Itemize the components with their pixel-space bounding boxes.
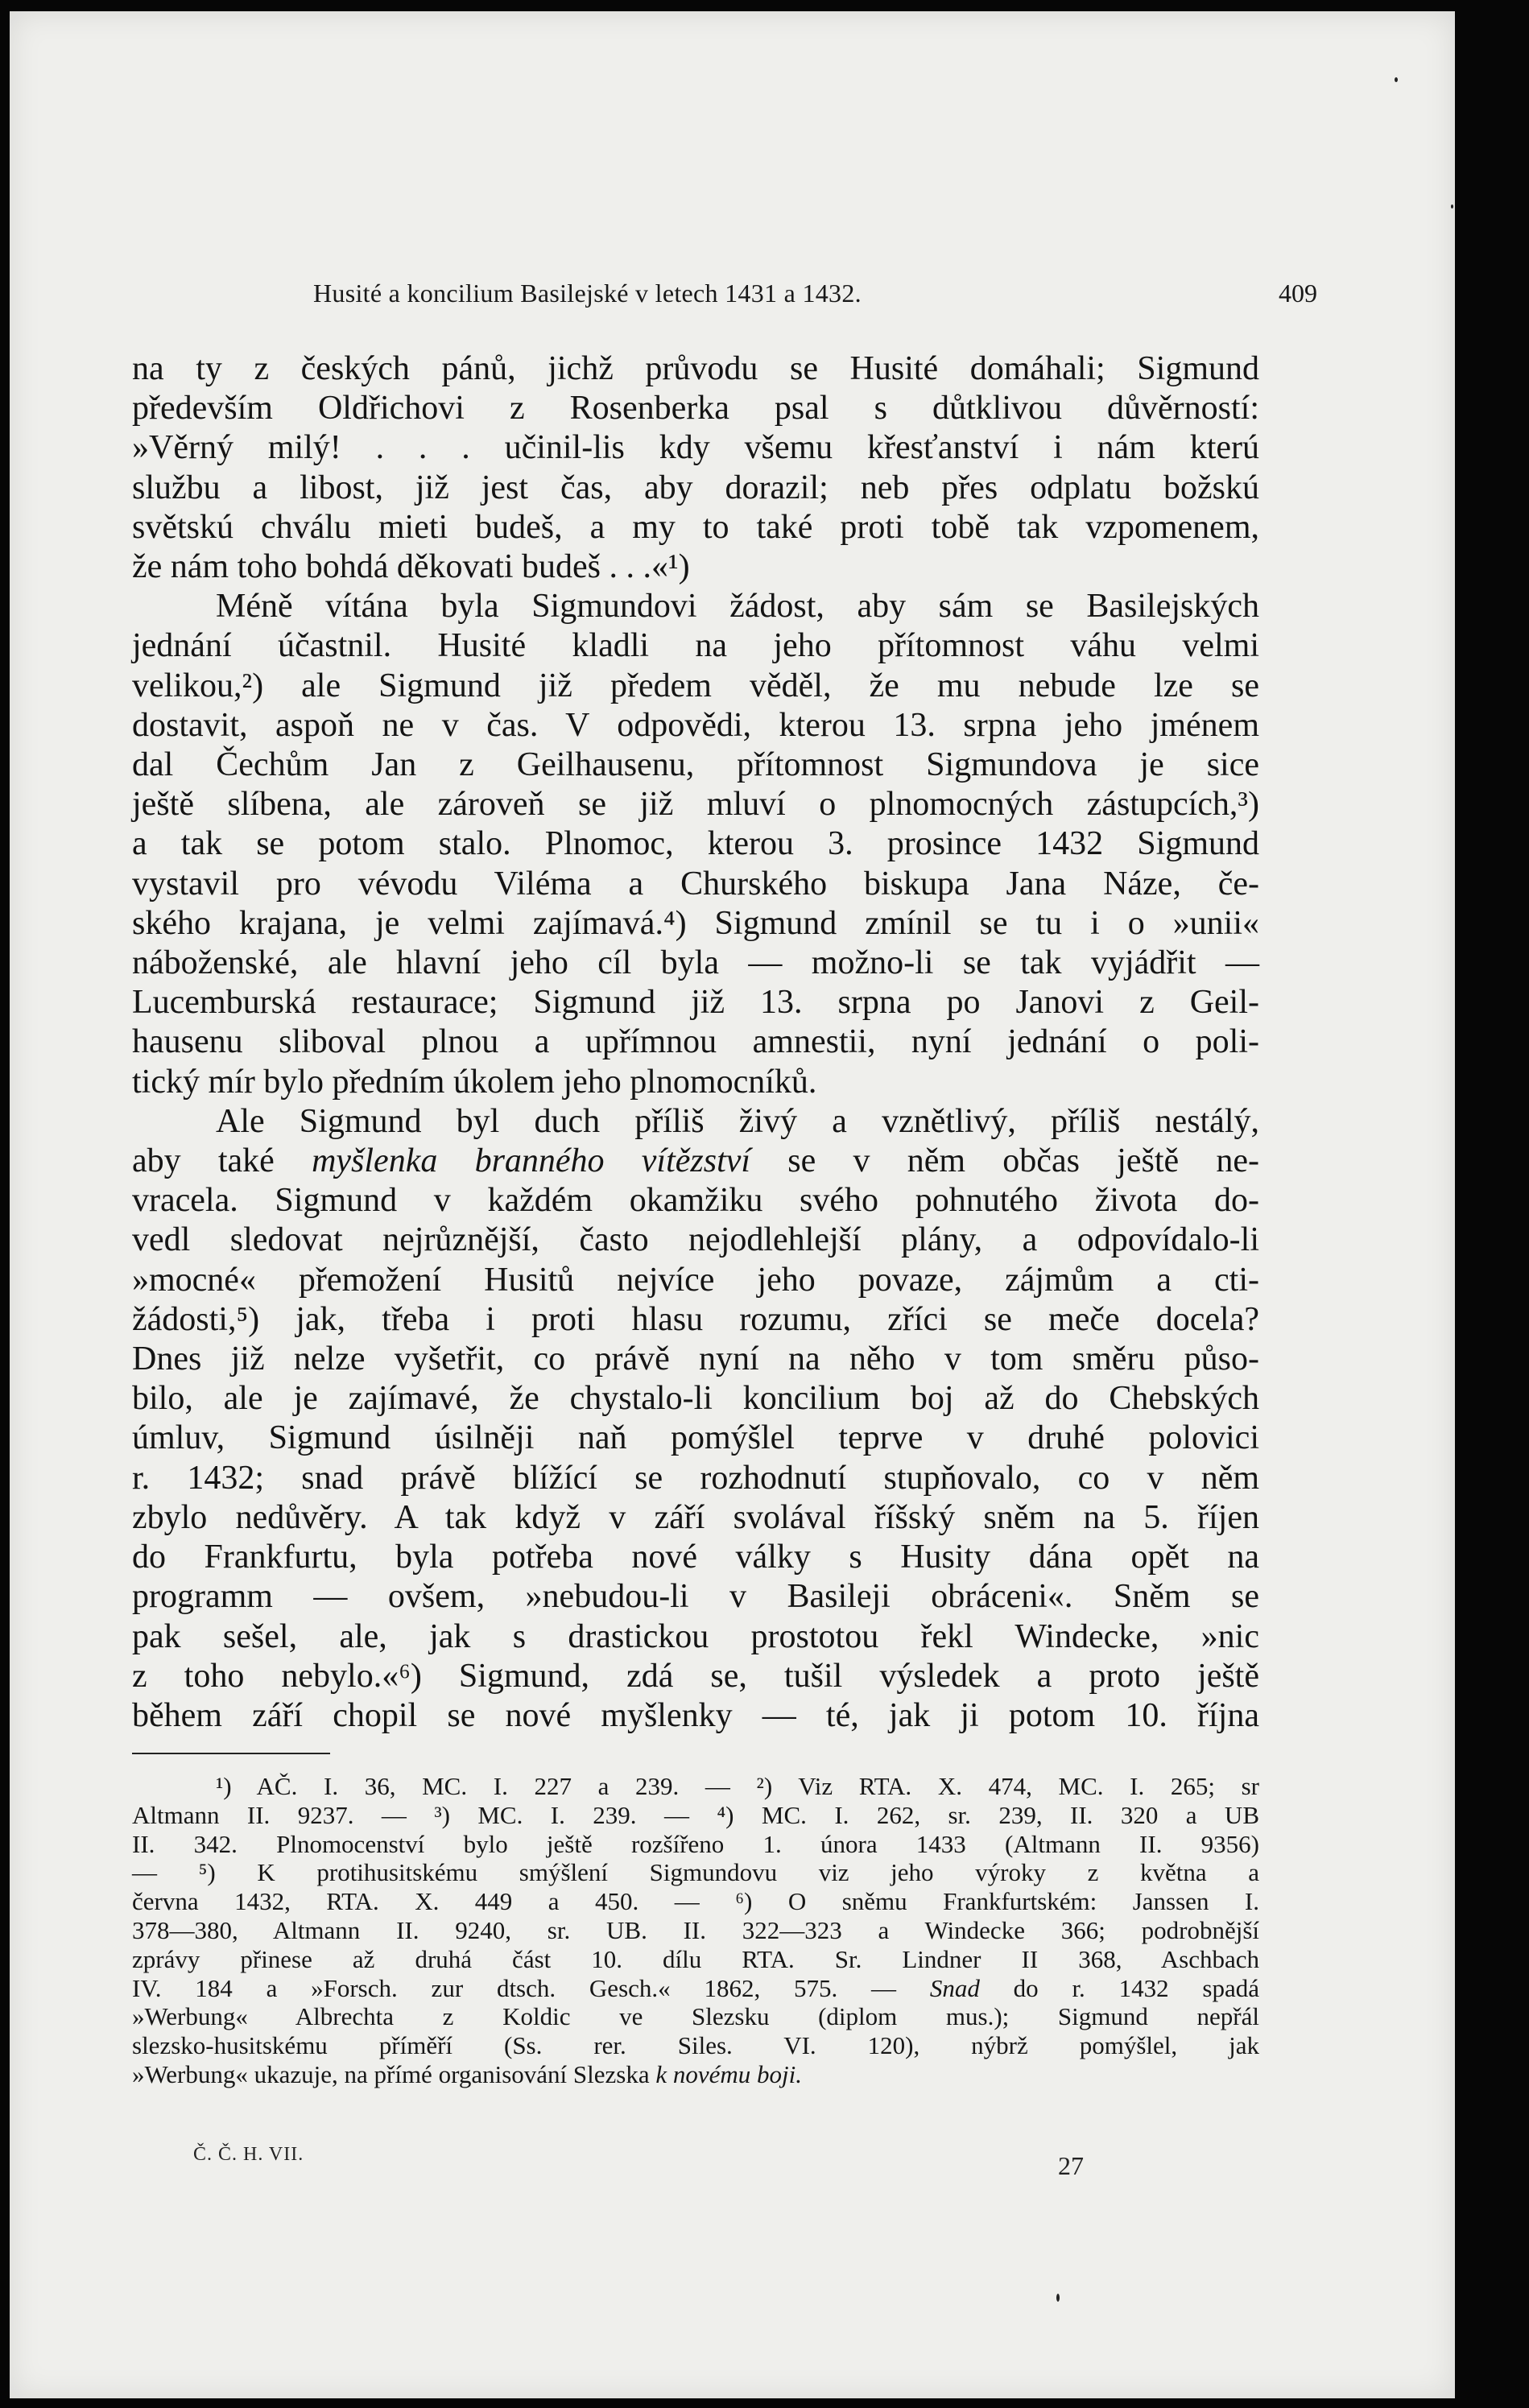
text-line: r. 1432; snad právě blížící se rozhodnutí stupňovalo, co v něm	[132, 1459, 1259, 1497]
text-line: z toho nebylo.«⁶) Sigmund, zdá se, tušil výsledek a proto ještě	[132, 1657, 1259, 1695]
text-line: úmluv, Sigmund úsilněji naň pomýšlel teprve v druhé polovici	[132, 1419, 1259, 1457]
text-line: že nám toho bohdá děkovati budeš . . .«¹)	[132, 548, 690, 586]
text-line: vedl sledovat nejrůznější, často nejodlehlejší plány, a odpovídalo-li	[132, 1221, 1259, 1259]
text-line: náboženské, ale hlavní jeho cíl byla — možno-li se tak vyjádřit —	[132, 944, 1259, 982]
footnote-line: Altmann II. 9237. — ³) MC. I. 239. — ⁴) MC. I. 262, sr. 239, II. 320 a UB	[132, 1800, 1259, 1829]
text-line: bilo, ale je zajímavé, že chystalo-li koncilium boj až do Chebských	[132, 1380, 1259, 1418]
text-line: ského krajana, je velmi zajímavá.⁴) Sigmund zmínil se tu i o »unii«	[132, 904, 1259, 942]
footnote-line: zprávy přinese až druhá část 10. dílu RTA. Sr. Lindner II 368, Aschbach	[132, 1944, 1259, 1973]
text-line: dal Čechům Jan z Geilhausenu, přítomnost Sigmundova je sice	[132, 746, 1259, 784]
text-line: hausenu sliboval plnou a upřímnou amnestii, nyní jednání o poli-	[132, 1023, 1259, 1061]
paper-speck	[1395, 77, 1398, 82]
footnote-line-with-italic: »Werbung« ukazuje, na přímé organisování Slezska k novému boji.	[132, 2059, 802, 2088]
page-number: 409	[1279, 279, 1317, 308]
scan-border	[1455, 11, 1529, 2408]
footnote-line: 378—380, Altmann II. 9240, sr. UB. II. 322—323 a Windecke 366; podrobnější	[132, 1915, 1259, 1944]
italic-phrase: k novému boji.	[655, 2059, 802, 2088]
text-line: tický mír bylo předním úkolem jeho plnomocníků.	[132, 1063, 817, 1101]
text-line: programm — ovšem, »nebudou-li v Basileji obráceni«. Sněm se	[132, 1578, 1259, 1616]
footnote-line: — ⁵) K protihusitskému smýšlení Sigmundovu viz jeho výroky z května a	[132, 1858, 1259, 1887]
running-head: Husité a koncilium Basilejské v letech 1431 a 1432.	[313, 279, 862, 308]
main-text	[132, 349, 1259, 1736]
text-line: Ale Sigmund byl duch příliš živý a vznětlivý, příliš nestálý,	[216, 1102, 1259, 1140]
text-line: Méně vítána byla Sigmundovi žádost, aby sám se Basilejských	[216, 588, 1259, 626]
sheet-number: 27	[1058, 2151, 1084, 2180]
footnote-line-with-italic: IV. 184 a »Forsch. zur dtsch. Gesch.« 1862, 575. — Snad do r. 1432 spadá	[132, 1973, 1259, 2002]
text-line: velikou,²) ale Sigmund již předem věděl, že mu nebude lze se	[132, 667, 1259, 704]
text-line: vracela. Sigmund v každém okamžiku svého pohnutého života do-	[132, 1182, 1259, 1220]
paper-speck	[1056, 2294, 1060, 2302]
text-line: především Oldřichovi z Rosenberka psal s důtklivou důvěrností:	[132, 390, 1259, 427]
text-line: službu a libost, již jest čas, aby dorazil; neb přes odplatu božskú	[132, 469, 1259, 506]
footnote-line: II. 342. Plnomocenství bylo ještě rozšířeno 1. února 1433 (Altmann II. 9356)	[132, 1829, 1259, 1858]
text-line: do Frankfurtu, byla potřeba nové války s Husity dána opět na	[132, 1539, 1259, 1576]
text-line: »Věrný milý! . . . učinil-lis kdy všemu křesťanství i nám kterú	[132, 429, 1259, 467]
page-sheet	[10, 11, 1455, 2398]
footnote-line: ¹) AČ. I. 36, MC. I. 227 a 239. — ²) Viz RTA. X. 474, MC. I. 265; sr	[216, 1772, 1259, 1800]
text-line: pak sešel, ale, jak s drastickou prostotou řekl Windecke, »nic	[132, 1617, 1259, 1655]
printer-signature: Č. Č. H. VII.	[193, 2144, 304, 2165]
text-line-with-italic: aby také myšlenka branného vítězství se v něm občas ještě ne-	[132, 1142, 1259, 1180]
paper-speck	[1451, 204, 1453, 209]
text-line: jednání účastnil. Husité kladli na jeho přítomnost váhu velmi	[132, 627, 1259, 665]
text-line: »mocné« přemožení Husitů nejvíce jeho povaze, zájmům a cti-	[132, 1261, 1259, 1299]
text-line: a tak se potom stalo. Plnomoc, kterou 3. prosince 1432 Sigmund	[132, 825, 1259, 863]
footnote-rule	[132, 1753, 330, 1754]
footnote-line: »Werbung« Albrechta z Koldic ve Slezsku (diplom mus.); Sigmund nepřál	[132, 2002, 1259, 2031]
text-line: světskú chválu mieti budeš, a my to také proti tobě tak vzpomenem,	[132, 508, 1259, 546]
text-line: žádosti,⁵) jak, třeba i proti hlasu rozumu, zříci se meče docela?	[132, 1300, 1259, 1338]
text-line: Dnes již nelze vyšetřit, co právě nyní na něho v tom směru půso-	[132, 1340, 1259, 1378]
text-line: ještě slíbena, ale zároveň se již mluví o plnomocných zástupcích,³)	[132, 786, 1259, 824]
text-line: během září chopil se nové myšlenky — té, jak ji potom 10. října	[132, 1696, 1259, 1734]
text-line: na ty z českých pánů, jichž průvodu se Husité domáhali; Sigmund	[132, 350, 1259, 387]
text-line: Lucemburská restaurace; Sigmund již 13. srpna po Janovi z Geil-	[132, 984, 1259, 1022]
text-line: zbylo nedůvěry. A tak když v září svolával říšský sněm na 5. říjen	[132, 1498, 1259, 1536]
footnotes	[132, 1772, 1259, 2089]
italic-phrase: Snad	[929, 1973, 980, 2002]
footnote-line: slezsko-husitskému příměří (Ss. rer. Siles. VI. 120), nýbrž pomýšlel, jak	[132, 2031, 1259, 2060]
footnote-line: června 1432, RTA. X. 449 a 450. — ⁶) O sněmu Frankfurtském: Janssen I.	[132, 1887, 1259, 1916]
text-line: vystavil pro vévodu Viléma a Churského biskupa Jana Náze, če-	[132, 865, 1259, 902]
text-line: dostavit, aspoň ne v čas. V odpovědi, kterou 13. srpna jeho jménem	[132, 706, 1259, 744]
italic-phrase: myšlenka branného vítězství	[312, 1142, 751, 1180]
